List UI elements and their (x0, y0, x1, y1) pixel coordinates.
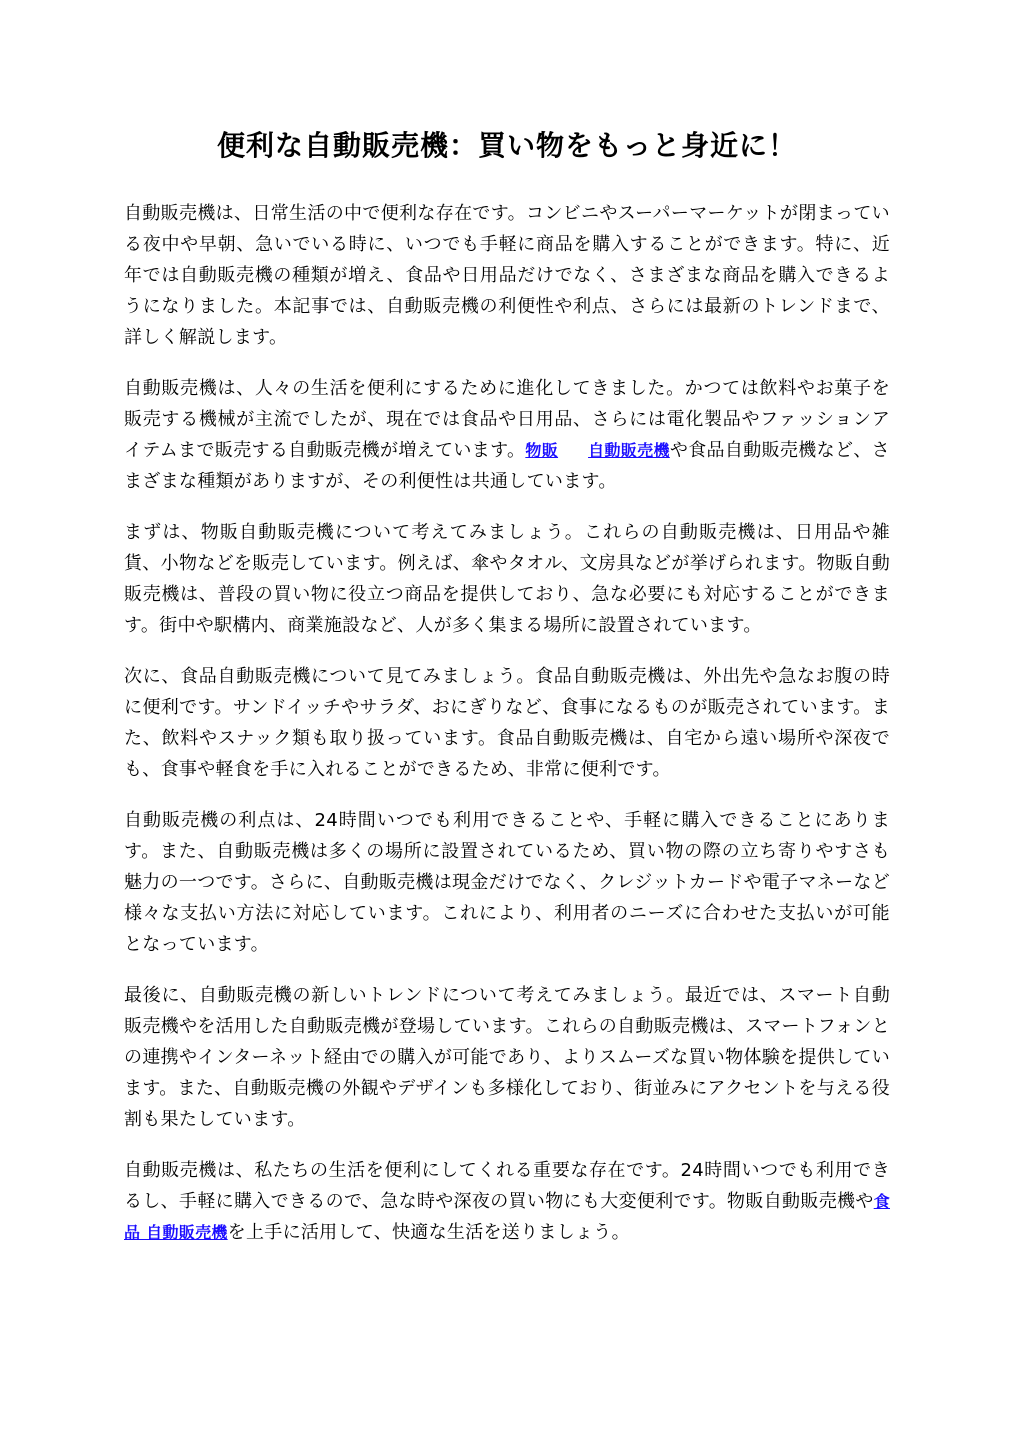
link-food-vending[interactable]: 食品 自動販売機 (124, 1192, 890, 1242)
paragraph-intro: 自動販売機は、日常生活の中で便利な存在です。コンビニやスーパーマーケットが閉まっている夜中や早朝、急いでいる時に、いつでも手軽に商品を購入することができます。特に、近年では自動販売機の種類が増え、食品や日用品だけでなく、さまざまな商品を購入できるようになりました。本記事では、自動販売機の利便性や利点、さらには最新のトレンドまで、詳しく解説します。 (124, 203, 890, 348)
paragraph-goods: まずは、物販自動販売機について考えてみましょう。これらの自動販売機は、日用品や雑貨、小物などを販売しています。例えば、傘やタオル、文房具などが挙げられます。物販自動販売機は、普段の買い物に役立つ商品を提供しており、急な必要にも対応することができます。街中や駅構内、商業施設など、人が多く集まる場所に設置されています。 (124, 522, 890, 636)
paragraph-evolution (124, 373, 890, 497)
paragraph-trends: 最後に、自動販売機の新しいトレンドについて考えてみましょう。最近では、スマート自動販売機やを活用した自動販売機が登場しています。これらの自動販売機は、スマートフォンとの連携やインターネット経由での購入が可能であり、よりスムーズな買い物体験を提供しています。また、自動販売機の外観やデザインも多様化しており、街並みにアクセントを与える役割も果たしています。 (124, 985, 890, 1130)
paragraph-text: を上手に活用して、快適な生活を送りましょう。 (227, 1222, 630, 1243)
link-jidou-hanbaiki[interactable]: 自動販売機 (588, 441, 670, 460)
paragraph-text: や食品自動販売機など、さまざまな種類がありますが、その利便性は共通しています。 (124, 440, 890, 492)
paragraph-text: 自動販売機は、私たちの生活を便利にしてくれる重要な存在です。24時間いつでも利用できるし、手軽に購入できるので、急な時や深夜の買い物にも大変便利です。物販自動販売機や (124, 1160, 890, 1212)
paragraph-text: 自動販売機は、人々の生活を便利にするために進化してきました。かつては飲料やお菓子を販売する機械が主流でしたが、現在では食品や日用品、さらには電化製品やファッションアイテムまで販売する自動販売機が増えています。 (124, 378, 890, 461)
paragraph-conclusion (124, 1155, 890, 1248)
paragraph-food: 次に、食品自動販売機について見てみましょう。食品自動販売機は、外出先や急なお腹の時に便利です。サンドイッチやサラダ、おにぎりなど、食事になるものが販売されています。また、飲料やスナック類も取り扱っています。食品自動販売機は、自宅から遠い場所や深夜でも、食事や軽食を手に入れることができるため、非常に便利です。 (124, 666, 890, 780)
document-page (124, 118, 890, 1268)
link-buppan[interactable]: 物販 (525, 441, 559, 460)
page-title: 便利な自動販売機：買い物をもっと身近に！ (216, 129, 797, 162)
paragraph-advantages: 自動販売機の利点は、24時間いつでも利用できることや、手軽に購入できることにあります。また、自動販売機は多くの場所に設置されているため、買い物の際の立ち寄りやすさも魅力の一つです。さらに、自動販売機は現金だけでなく、クレジットカードや電子マネーなど様々な支払い方法に対応しています。これにより、利用者のニーズに合わせた支払いが可能となっています。 (124, 810, 890, 955)
